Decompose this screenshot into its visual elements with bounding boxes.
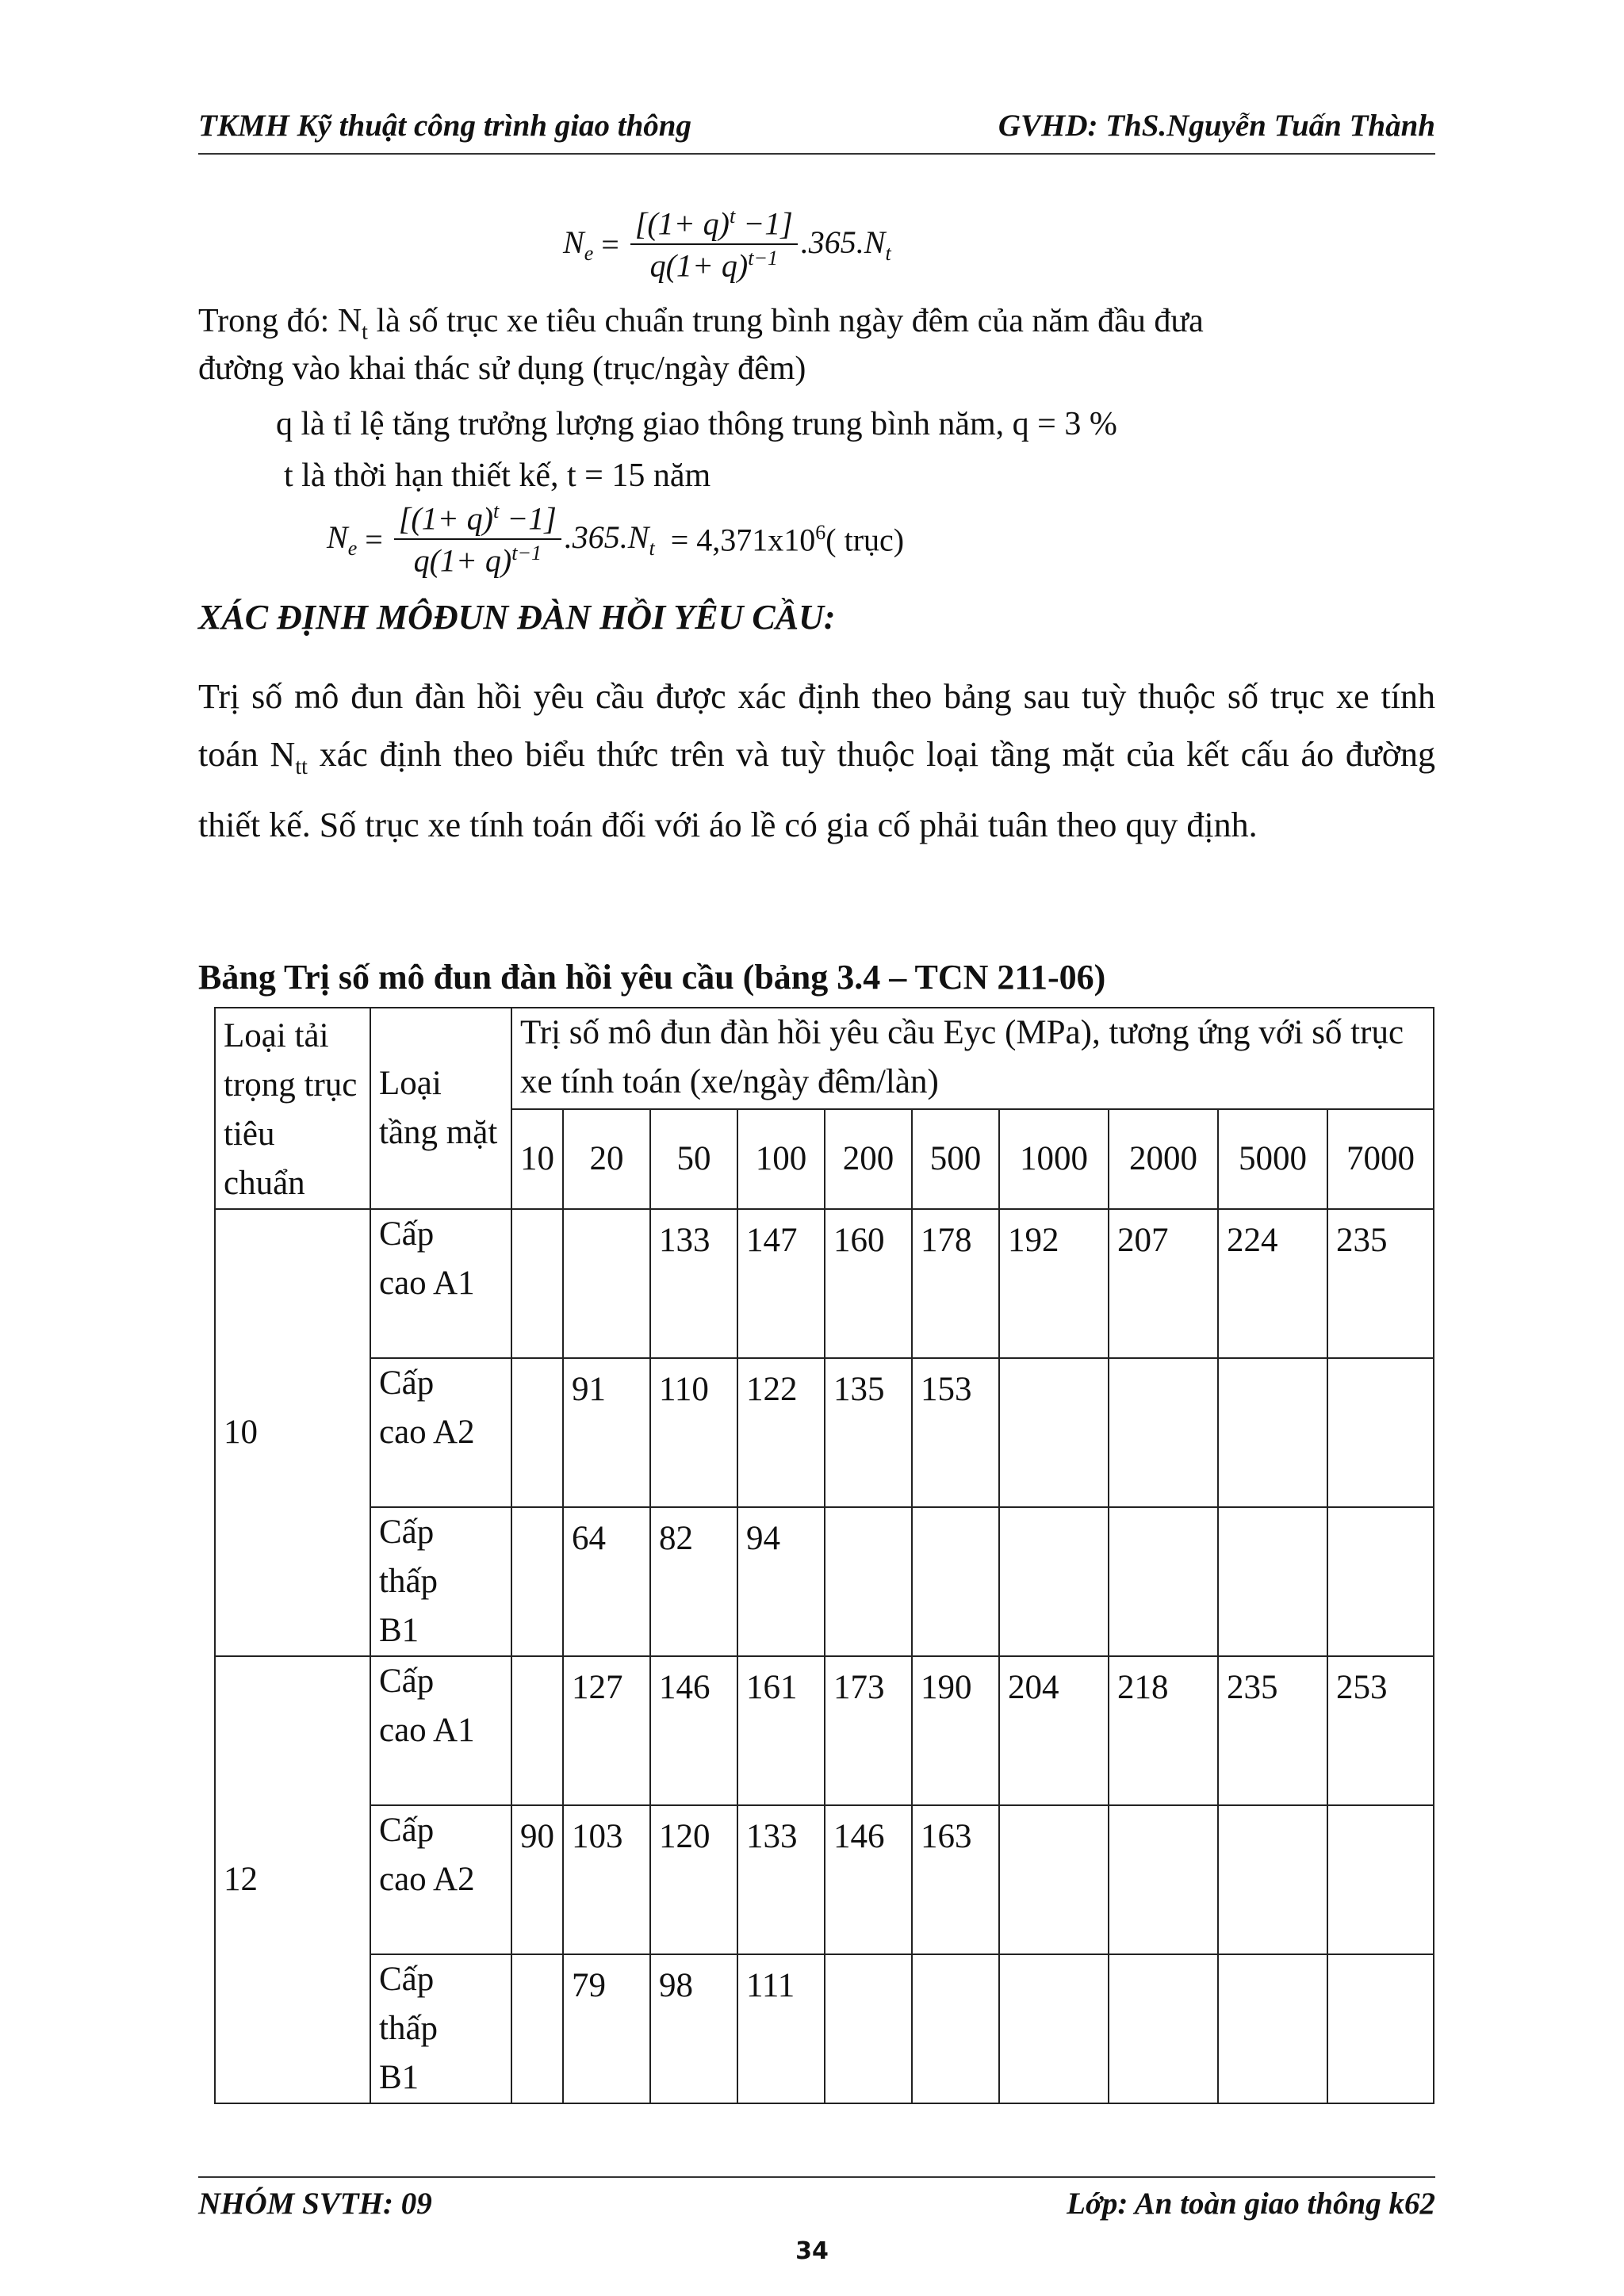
formula-lhs: $N_e$ [563, 224, 594, 265]
col-header: 200 [825, 1109, 912, 1209]
value-cell [511, 1656, 563, 1805]
value-cell [1109, 1358, 1218, 1507]
value-cell: 82 [650, 1507, 737, 1656]
header-surface: Loại tầng mặt [370, 1008, 511, 1209]
col-header: 5000 [1218, 1109, 1327, 1209]
value-cell: 91 [563, 1358, 650, 1507]
eyc-table [214, 1007, 1434, 2104]
value-cell: 235 [1218, 1656, 1327, 1805]
table-row [215, 1209, 1434, 1358]
value-cell [511, 1209, 563, 1358]
formula-equals: = [601, 226, 619, 262]
value-cell [1327, 1954, 1434, 2103]
surface-cell: Cấp cao A2 [370, 1805, 511, 1954]
formula-numerator: $[(1+ q)^t -1]$ [394, 499, 561, 540]
value-cell: 173 [825, 1656, 912, 1805]
section-title: XÁC ĐỊNH MÔĐUN ĐÀN HỒI YÊU CẦU: [198, 598, 836, 637]
value-cell: 120 [650, 1805, 737, 1954]
value-cell: 204 [999, 1656, 1109, 1805]
value-cell [563, 1209, 650, 1358]
col-header: 20 [563, 1109, 650, 1209]
value-cell: 133 [650, 1209, 737, 1358]
value-cell [1109, 1805, 1218, 1954]
value-cell: 224 [1218, 1209, 1327, 1358]
value-cell [1218, 1954, 1327, 2103]
body-paragraph: Trị số mô đun đàn hồi yêu cầu được xác định theo bảng sau tuỳ thuộc số trục xe tính toán $N_{tt}$ xác định theo biểu thức trên và tuỳ thuộc loại tầng mặt của kết cấu áo đường thiết kế. Số trục xe tính toán đối với áo lề có gia cố phải tuân theo quy định. [198, 677, 1435, 844]
formula-ne-result [327, 499, 904, 580]
value-cell: 110 [650, 1358, 737, 1507]
value-cell: 146 [650, 1656, 737, 1805]
value-cell [912, 1507, 999, 1656]
col-header: 7000 [1327, 1109, 1434, 1209]
value-cell [1327, 1358, 1434, 1507]
formula-fraction [394, 499, 561, 580]
value-cell [1218, 1805, 1327, 1954]
header-rule [198, 153, 1435, 155]
footer-rule [198, 2176, 1435, 2178]
value-cell: 79 [563, 1954, 650, 2103]
value-cell [1218, 1507, 1327, 1656]
table-row [215, 1954, 1434, 2103]
surface-cell: Cấp thấp B1 [370, 1954, 511, 2103]
value-cell: 218 [1109, 1656, 1218, 1805]
value-cell: 64 [563, 1507, 650, 1656]
value-cell: 178 [912, 1209, 999, 1358]
page-number: 34 [795, 2237, 829, 2265]
value-cell: 163 [912, 1805, 999, 1954]
col-header: 10 [511, 1109, 563, 1209]
surface-cell: Cấp cao A1 [370, 1209, 511, 1358]
header-load: Loại tải trọng trục tiêu chuẩn [215, 1008, 370, 1209]
page-header [198, 108, 1435, 144]
col-header: 50 [650, 1109, 737, 1209]
value-cell: 90 [511, 1805, 563, 1954]
header-course-title: TKMH Kỹ thuật công trình giao thông [198, 109, 692, 143]
value-cell: 147 [737, 1209, 825, 1358]
value-cell: 135 [825, 1358, 912, 1507]
col-header: 500 [912, 1109, 999, 1209]
explain-line-4: t là thời hạn thiết kế, t = 15 năm [284, 457, 711, 494]
footer-group: NHÓM SVTH: 09 [198, 2187, 432, 2221]
col-header: 1000 [999, 1109, 1109, 1209]
explain-line-1: Trong đó: $N_t$ là số trục xe tiêu chuẩn trung bình ngày đêm của năm đầu đưa [198, 303, 1204, 345]
value-cell: 127 [563, 1656, 650, 1805]
table-row [215, 1358, 1434, 1507]
value-cell: 190 [912, 1656, 999, 1805]
formula-rhs: $.365.N_t$ [800, 224, 891, 265]
value-cell: 111 [737, 1954, 825, 2103]
value-cell [999, 1954, 1109, 2103]
explain-line-3: q là tỉ lệ tăng trưởng lượng giao thông trung bình năm, q = 3 % [276, 406, 1117, 442]
value-cell: 235 [1327, 1209, 1434, 1358]
surface-cell: Cấp cao A1 [370, 1656, 511, 1805]
load-cell: 10 [215, 1209, 370, 1656]
value-cell [1327, 1805, 1434, 1954]
formula-fraction [630, 205, 798, 285]
value-cell [511, 1358, 563, 1507]
table-header-row [215, 1008, 1434, 1109]
value-cell: 192 [999, 1209, 1109, 1358]
formula-numerator: $[(1+ q)^t -1]$ [630, 205, 798, 245]
table-body [215, 1209, 1434, 2103]
header-span: Trị số mô đun đàn hồi yêu cầu Eyc (MPa), tương ứng với số trục xe tính toán (xe/ngày đêm/làn) [511, 1008, 1434, 1109]
explain-line-2: đường vào khai thác sử dụng (trục/ngày đêm) [198, 350, 806, 387]
value-cell: 160 [825, 1209, 912, 1358]
formula-rhs: $.365.N_t$ [564, 519, 655, 560]
surface-cell: Cấp thấp B1 [370, 1507, 511, 1656]
formula-result: = $4,371x10^6$( trục) [670, 520, 905, 557]
footer-class: Lớp: An toàn giao thông k62 [1067, 2187, 1435, 2221]
formula-ne-general [563, 205, 891, 285]
value-cell [912, 1954, 999, 2103]
value-cell: 207 [1109, 1209, 1218, 1358]
formula-equals: = [365, 521, 383, 557]
surface-cell: Cấp cao A2 [370, 1358, 511, 1507]
value-cell: 133 [737, 1805, 825, 1954]
value-cell [1218, 1358, 1327, 1507]
value-cell [999, 1507, 1109, 1656]
value-cell: 153 [912, 1358, 999, 1507]
page-footer [198, 2186, 1435, 2221]
value-cell [1327, 1507, 1434, 1656]
value-cell: 98 [650, 1954, 737, 2103]
formula-denominator: $q(1+ q)^{t-1}$ [649, 247, 778, 284]
value-cell [825, 1507, 912, 1656]
table-row [215, 1656, 1434, 1805]
value-cell: 122 [737, 1358, 825, 1507]
formula-denominator: $q(1+ q)^{t-1}$ [413, 541, 542, 579]
table-caption: Bảng Trị số mô đun đàn hồi yêu cầu (bảng 3.4 – TCN 211-06) [198, 958, 1106, 997]
header-instructor: GVHD: ThS.Nguyễn Tuấn Thành [998, 109, 1435, 143]
value-cell [999, 1358, 1109, 1507]
value-cell [1109, 1507, 1218, 1656]
value-cell: 161 [737, 1656, 825, 1805]
value-cell [999, 1805, 1109, 1954]
load-cell: 12 [215, 1656, 370, 2103]
col-header: 100 [737, 1109, 825, 1209]
value-cell: 94 [737, 1507, 825, 1656]
value-cell [825, 1954, 912, 2103]
value-cell [1109, 1954, 1218, 2103]
value-cell: 253 [1327, 1656, 1434, 1805]
table-row [215, 1507, 1434, 1656]
formula-lhs: $N_e$ [327, 519, 358, 560]
value-cell [511, 1954, 563, 2103]
table-row [215, 1805, 1434, 1954]
value-cell: 103 [563, 1805, 650, 1954]
col-header: 2000 [1109, 1109, 1218, 1209]
value-cell [511, 1507, 563, 1656]
value-cell: 146 [825, 1805, 912, 1954]
